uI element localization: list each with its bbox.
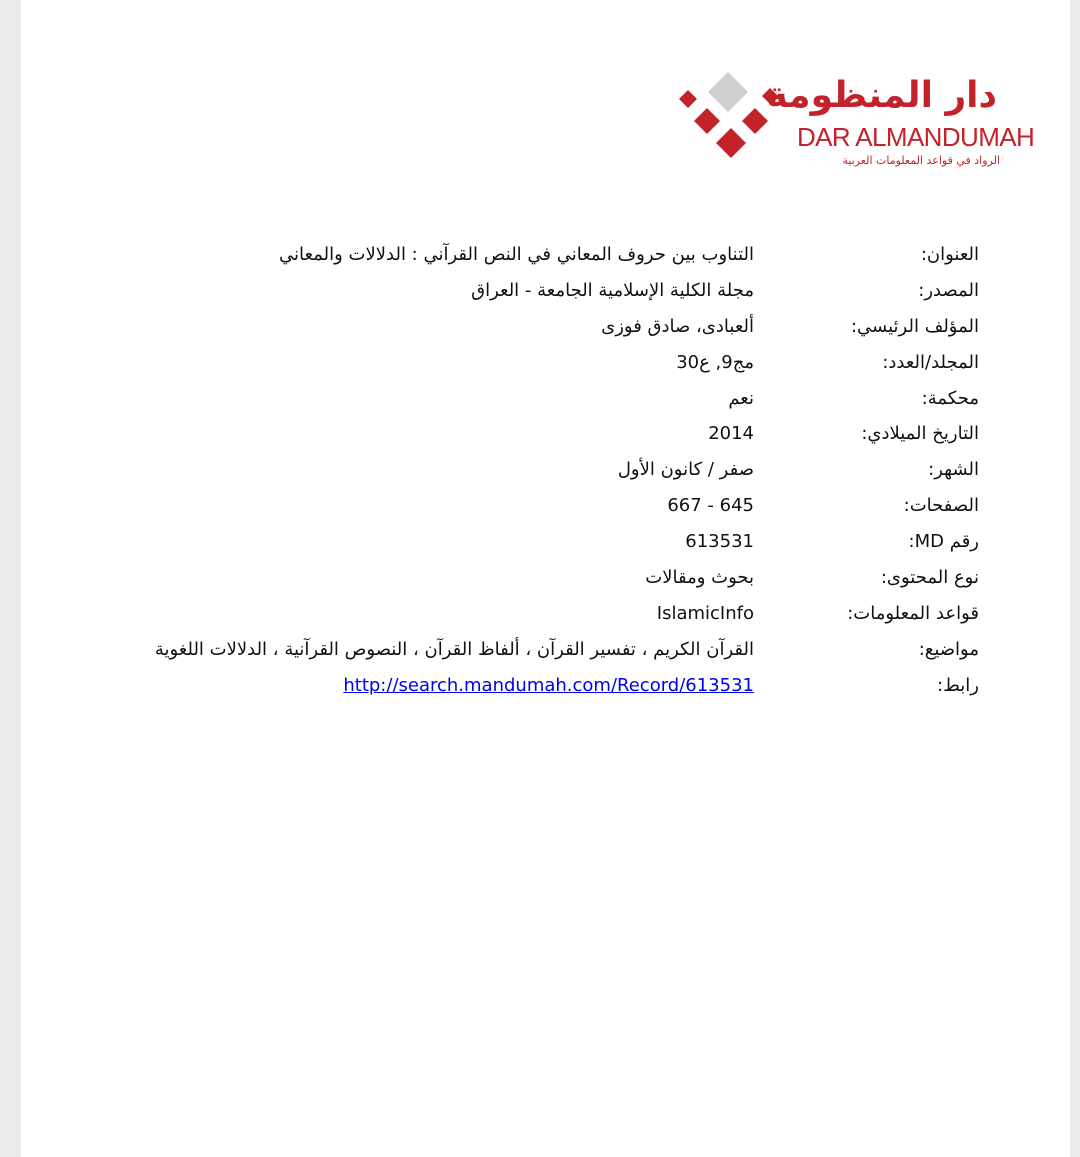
source-value: مجلة الكلية الإسلامية الجامعة - العراق	[471, 279, 754, 301]
row-volume	[21, 345, 1070, 381]
pages-value: 645 - 667	[667, 495, 754, 517]
title-value: التناوب بين حروف المعاني في النص القرآني : الدلالات والمعاني	[279, 244, 754, 265]
row-databases	[21, 596, 1070, 632]
date-value: 2014	[708, 423, 754, 445]
content-type-value: بحوث ومقالات	[645, 567, 754, 589]
dar-almandumah-logo	[676, 70, 1035, 170]
document-page	[21, 0, 1070, 1157]
md-number-value: 613531	[685, 531, 754, 553]
pages-label: الصفحات:	[903, 495, 979, 517]
row-source	[21, 273, 1070, 309]
author-label: المؤلف الرئيسي:	[850, 315, 979, 337]
databases-value: IslamicInfo	[656, 602, 754, 624]
volume-label: المجلد/العدد:	[882, 351, 979, 373]
row-subjects	[21, 632, 1070, 668]
month-value: صفر / كانون الأول	[617, 459, 754, 481]
row-title	[21, 237, 1070, 273]
subjects-value: القرآن الكريم ، تفسير القرآن ، ألفاظ القرآن ، النصوص القرآنية ، الدلالات اللغوية	[154, 638, 754, 660]
content-type-label: نوع المحتوى:	[880, 567, 979, 589]
date-label: التاريخ الميلادي:	[861, 423, 979, 445]
row-pages	[21, 488, 1070, 524]
subjects-label: مواضيع:	[918, 638, 979, 660]
row-content-type	[21, 560, 1070, 596]
peer-reviewed-value: نعم	[728, 387, 754, 409]
title-label: العنوان:	[920, 244, 979, 265]
logo-tagline: الرواد في قواعد المعلومات العربية	[842, 154, 1000, 167]
row-peer-reviewed	[21, 381, 1070, 417]
databases-label: قواعد المعلومات:	[847, 602, 979, 624]
record-link[interactable]: http://search.mandumah.com/Record/613531	[343, 674, 754, 696]
peer-reviewed-label: محكمة:	[921, 387, 979, 409]
record-details	[21, 237, 1070, 704]
row-date	[21, 416, 1070, 452]
source-label: المصدر:	[918, 279, 979, 301]
row-author	[21, 309, 1070, 345]
link-label: رابط:	[937, 674, 979, 696]
link-value	[343, 674, 754, 698]
volume-value: مج9, ع30	[676, 351, 754, 373]
author-value: ألعبادى، صادق فوزى	[601, 315, 754, 337]
md-number-label: رقم MD:	[908, 531, 979, 553]
logo-english-name: DAR ALMANDUMAH	[797, 122, 1035, 152]
row-link	[21, 668, 1070, 704]
row-month	[21, 452, 1070, 488]
row-md-number	[21, 524, 1070, 560]
logo-arabic-name: دار المنظومة	[766, 75, 997, 116]
month-label: الشهر:	[928, 459, 979, 481]
